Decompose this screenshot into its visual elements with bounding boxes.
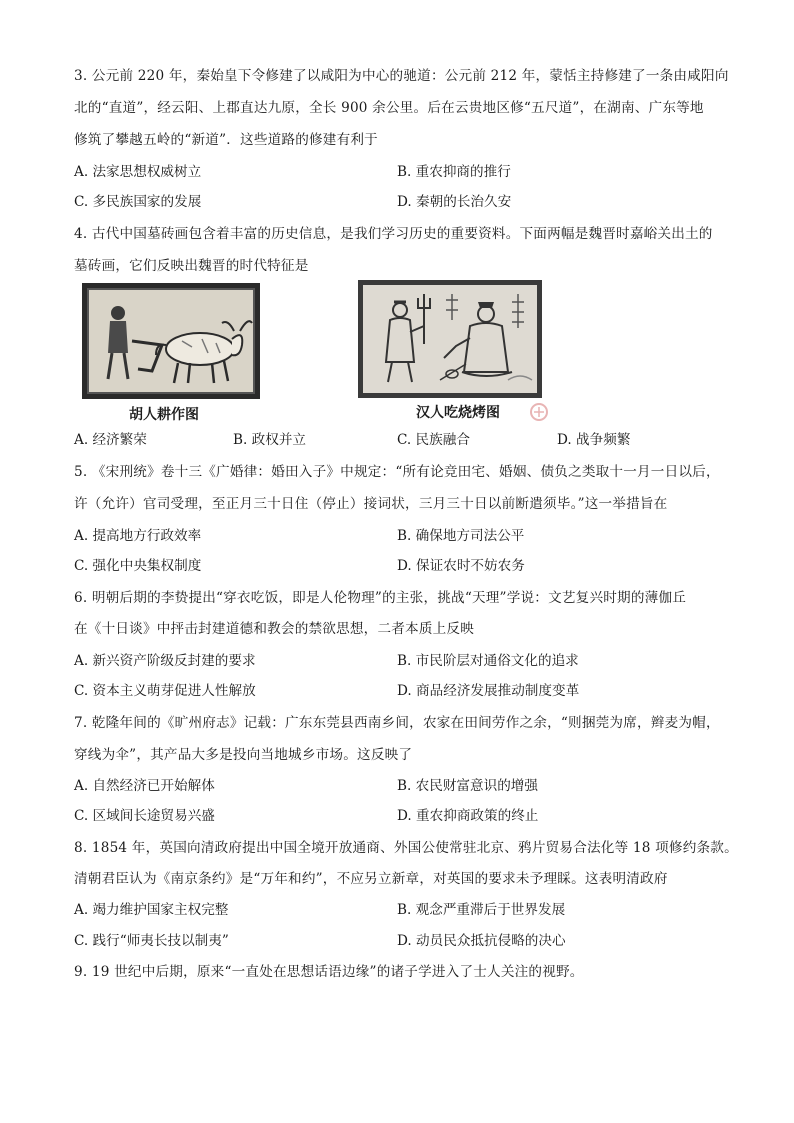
q4-stem-line-1: 4. 古代中国墓砖画包含着丰富的历史信息，是我们学习历史的重要资料。下面两幅是魏晋时嘉峪关出土的 <box>74 226 713 242</box>
q7-option-d[interactable]: D. 重农抑商政策的终止 <box>397 808 539 824</box>
q7-option-a[interactable]: A. 自然经济已开始解体 <box>74 778 215 794</box>
q7-stem-line-2: 穿线为伞”，其产品大多是投向当地城乡市场。这反映了 <box>74 747 413 763</box>
q6-stem-line-2: 在《十日谈》中抨击封建道德和教会的禁欲思想，二者本质上反映 <box>74 621 475 637</box>
q6-option-a[interactable]: A. 新兴资产阶级反封建的要求 <box>74 653 256 669</box>
q4-option-a[interactable]: A. 经济繁荣 <box>74 432 147 448</box>
q6-option-b[interactable]: B. 市民阶层对通俗文化的追求 <box>397 653 579 669</box>
q3-stem-line-1: 3. 公元前 220 年，秦始皇下令修建了以咸阳为中心的驰道：公元前 212 年，蒙恬主持修建了一条由咸阳向 <box>74 68 729 84</box>
q3-option-b[interactable]: B. 重农抑商的推行 <box>397 164 511 180</box>
q4-stem-line-2: 墓砖画，它们反映出魏晋的时代特征是 <box>74 258 309 274</box>
q3-option-c[interactable]: C. 多民族国家的发展 <box>74 194 202 210</box>
han-people-barbecue-picture <box>358 280 542 398</box>
q4-option-c[interactable]: C. 民族融合 <box>397 432 470 448</box>
q8-option-a[interactable]: A. 竭力维护国家主权完整 <box>74 902 229 918</box>
picture-caption-2: 汉人吃烧烤图 <box>416 405 500 421</box>
q8-stem-line-1: 8. 1854 年，英国向清政府提出中国全境开放通商、外国公使常驻北京、鸦片贸易合法化等 18 项修约条款。 <box>74 840 738 856</box>
q6-option-c[interactable]: C. 资本主义萌芽促进人性解放 <box>74 683 256 699</box>
q5-stem-line-1: 5. 《宋刑统》卷十三《广婚律：婚田入子》中规定：“所有论竞田宅、婚姻、债负之类取十一月一日以后， <box>74 464 720 480</box>
watermark-stamp-icon <box>527 402 551 422</box>
q5-option-a[interactable]: A. 提高地方行政效率 <box>74 528 202 544</box>
q6-option-d[interactable]: D. 商品经济发展推动制度变革 <box>397 683 580 699</box>
q6-stem-line-1: 6. 明朝后期的李贽提出“穿衣吃饭，即是人伦物理”的主张，挑战“天理”学说：文艺复兴时期的薄伽丘 <box>74 590 687 606</box>
hu-people-ploughing-picture <box>82 283 260 399</box>
q8-option-d[interactable]: D. 动员民众抵抗侵略的决心 <box>397 933 566 949</box>
q7-option-c[interactable]: C. 区域间长途贸易兴盛 <box>74 808 215 824</box>
q8-option-b[interactable]: B. 观念严重滞后于世界发展 <box>397 902 566 918</box>
q5-stem-line-2: 许（允许）官司受理，至正月三十日住（停止）接词状，三月三十日以前断遣须毕。”这一举措旨在 <box>74 496 668 512</box>
q5-option-b[interactable]: B. 确保地方司法公平 <box>397 528 525 544</box>
q4-option-b[interactable]: B. 政权并立 <box>233 432 307 448</box>
q3-stem-line-3: 修筑了攀越五岭的“新道”．这些道路的修建有利于 <box>74 132 378 148</box>
picture-caption-1: 胡人耕作图 <box>129 407 199 423</box>
q8-stem-line-2: 清朝君臣认为《南京条约》是“万年和约”，不应另立新章，对英国的要求未予理睬。这表明清政府 <box>74 871 668 887</box>
q5-option-c[interactable]: C. 强化中央集权制度 <box>74 558 202 574</box>
q3-option-a[interactable]: A. 法家思想权威树立 <box>74 164 202 180</box>
q7-option-b[interactable]: B. 农民财富意识的增强 <box>397 778 538 794</box>
q7-stem-line-1: 7. 乾隆年间的《旷州府志》记载：广东东莞县西南乡间，农家在田间劳作之余，“则捆莞为席，辫麦为帽， <box>74 715 720 731</box>
q5-option-d[interactable]: D. 保证农时不妨农务 <box>397 558 525 574</box>
q3-stem-line-2: 北的“直道”，经云阳、上郡直达九原，全长 900 余公里。后在云贵地区修“五尺道”，在湖南、广东等地 <box>74 100 704 116</box>
q3-option-d[interactable]: D. 秦朝的长治久安 <box>397 194 512 210</box>
q4-option-d[interactable]: D. 战争频繁 <box>557 432 631 448</box>
q9-stem-line-1: 9. 19 世纪中后期，原来“一直处在思想话语边缘”的诸子学进入了士人关注的视野。 <box>74 964 584 980</box>
q8-option-c[interactable]: C. 践行“师夷长技以制夷” <box>74 933 229 949</box>
